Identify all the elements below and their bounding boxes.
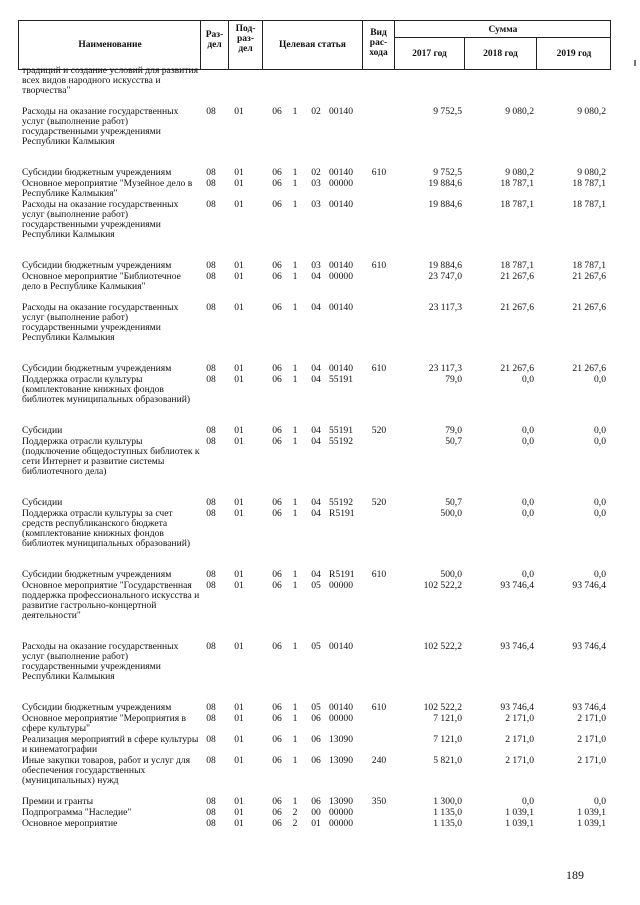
row-sum-2017: 102 522,2 xyxy=(423,702,462,713)
row-razdel: 08 xyxy=(206,497,216,508)
row-vid: 240 xyxy=(371,755,387,766)
row-target-c3: 04 xyxy=(311,508,321,519)
row-target-c4: 00000 xyxy=(329,807,353,818)
row-target-c1: 06 xyxy=(272,260,282,271)
row-name: Субсидии xyxy=(22,425,63,436)
row-sum-2017: 1 135,0 xyxy=(433,818,462,829)
row-sum-2019: 0,0 xyxy=(594,374,606,385)
row-podrazdel: 01 xyxy=(234,106,244,117)
row-target-c3: 06 xyxy=(311,713,321,724)
row-sum-2017: 79,0 xyxy=(445,425,462,436)
row-name: Премии и гранты xyxy=(22,796,94,807)
row-podrazdel: 01 xyxy=(234,713,244,724)
row-podrazdel: 01 xyxy=(234,497,244,508)
row-sum-2018: 18 787,1 xyxy=(500,199,534,210)
row-target-c4: 13090 xyxy=(329,796,353,807)
row-sum-2019: 2 171,0 xyxy=(577,755,606,766)
row-razdel: 08 xyxy=(206,580,216,591)
row-razdel: 08 xyxy=(206,807,216,818)
row-target-c1: 06 xyxy=(272,302,282,313)
row-target-c2: 1 xyxy=(292,580,298,591)
row-target-c3: 03 xyxy=(311,199,321,210)
row-sum-2018: 2 171,0 xyxy=(505,734,534,745)
row-target-c4: 00140 xyxy=(329,106,353,117)
row-podrazdel: 01 xyxy=(234,796,244,807)
row-sum-2018: 1 039,1 xyxy=(505,818,534,829)
row-sum-2019: 18 787,1 xyxy=(572,178,606,189)
row-sum-2018: 18 787,1 xyxy=(500,260,534,271)
row-sum-2017: 500,0 xyxy=(440,508,462,519)
row-target-c3: 04 xyxy=(311,436,321,447)
row-razdel: 08 xyxy=(206,755,216,766)
row-sum-2019: 9 080,2 xyxy=(577,167,606,178)
row-razdel: 08 xyxy=(206,374,216,385)
row-razdel: 08 xyxy=(206,425,216,436)
row-name: Субсидии бюджетным учреждениям xyxy=(22,363,172,374)
row-target-c2: 1 xyxy=(292,755,298,766)
row-target-c3: 06 xyxy=(311,755,321,766)
row-target-c2: 1 xyxy=(292,713,298,724)
row-sum-2017: 1 300,0 xyxy=(433,796,462,807)
row-target-c4: 00000 xyxy=(329,580,353,591)
row-vid: 610 xyxy=(371,260,387,271)
row-target-c1: 06 xyxy=(272,734,282,745)
row-name: Основное мероприятие xyxy=(22,818,118,829)
row-name: традиций и создание условий для развития всех видов народного искусства и творчества" xyxy=(22,65,199,96)
row-sum-2019: 21 267,6 xyxy=(572,363,606,374)
row-target-c2: 1 xyxy=(292,271,298,282)
row-target-c2: 1 xyxy=(292,702,298,713)
row-razdel: 08 xyxy=(206,106,216,117)
row-name: Иные закупки товаров, работ и услуг для обеспечения государственных (муниципальных) нужд xyxy=(22,755,191,786)
row-razdel: 08 xyxy=(206,260,216,271)
row-razdel: 08 xyxy=(206,363,216,374)
row-target-c1: 06 xyxy=(272,569,282,580)
row-target-c4: 00000 xyxy=(329,178,353,189)
row-target-c1: 06 xyxy=(272,363,282,374)
row-sum-2017: 102 522,2 xyxy=(423,641,462,652)
row-target-c2: 1 xyxy=(292,260,298,271)
row-sum-2018: 0,0 xyxy=(522,374,534,385)
row-target-c4: R5191 xyxy=(329,569,355,580)
row-target-c4: 00140 xyxy=(329,167,353,178)
row-razdel: 08 xyxy=(206,167,216,178)
row-sum-2018: 93 746,4 xyxy=(500,702,534,713)
header-vid: Вид рас- хода xyxy=(369,28,388,58)
row-vid: 610 xyxy=(371,569,387,580)
row-sum-2017: 23 117,3 xyxy=(428,302,462,313)
row-target-c4: 00000 xyxy=(329,713,353,724)
header-target: Целевая статья xyxy=(279,40,346,50)
row-target-c4: 55192 xyxy=(329,497,353,508)
row-sum-2018: 21 267,6 xyxy=(500,302,534,313)
row-sum-2019: 0,0 xyxy=(594,508,606,519)
row-sum-2017: 19 884,6 xyxy=(428,260,462,271)
row-podrazdel: 01 xyxy=(234,734,244,745)
row-target-c1: 06 xyxy=(272,755,282,766)
row-target-c3: 05 xyxy=(311,580,321,591)
row-razdel: 08 xyxy=(206,734,216,745)
row-podrazdel: 01 xyxy=(234,178,244,189)
row-sum-2017: 9 752,5 xyxy=(433,106,462,117)
row-target-c1: 06 xyxy=(272,497,282,508)
row-sum-2019: 93 746,4 xyxy=(572,702,606,713)
row-name: Субсидии бюджетным учреждениям xyxy=(22,167,172,178)
row-target-c1: 06 xyxy=(272,106,282,117)
row-razdel: 08 xyxy=(206,302,216,313)
row-podrazdel: 01 xyxy=(234,374,244,385)
row-razdel: 08 xyxy=(206,199,216,210)
row-podrazdel: 01 xyxy=(234,508,244,519)
row-razdel: 08 xyxy=(206,713,216,724)
row-target-c4: 00140 xyxy=(329,363,353,374)
row-razdel: 08 xyxy=(206,818,216,829)
row-razdel: 08 xyxy=(206,641,216,652)
row-sum-2018: 93 746,4 xyxy=(500,641,534,652)
row-sum-2018: 18 787,1 xyxy=(500,178,534,189)
row-sum-2018: 0,0 xyxy=(522,508,534,519)
row-sum-2017: 23 117,3 xyxy=(428,363,462,374)
row-target-c3: 04 xyxy=(311,302,321,313)
row-target-c3: 00 xyxy=(311,807,321,818)
row-target-c3: 02 xyxy=(311,167,321,178)
row-target-c3: 03 xyxy=(311,260,321,271)
header-razdel: Раз- дел xyxy=(205,30,224,50)
row-name: Основное мероприятие "Государственная поддержка профессионального искусства и развитие гастрольно-концертной деятельности" xyxy=(22,580,200,621)
row-sum-2017: 9 752,5 xyxy=(433,167,462,178)
row-sum-2018: 21 267,6 xyxy=(500,271,534,282)
row-sum-2019: 18 787,1 xyxy=(572,199,606,210)
row-sum-2018: 9 080,2 xyxy=(505,167,534,178)
row-sum-2018: 0,0 xyxy=(522,569,534,580)
row-name: Расходы на оказание государственных услуг (выполнение работ) государственными учреждениями Республики Калмыкия xyxy=(22,302,179,343)
row-sum-2019: 93 746,4 xyxy=(572,580,606,591)
row-target-c3: 05 xyxy=(311,702,321,713)
row-sum-2018: 21 267,6 xyxy=(500,363,534,374)
row-name: Субсидии бюджетным учреждениям xyxy=(22,702,172,713)
row-sum-2019: 2 171,0 xyxy=(577,734,606,745)
row-target-c4: 00140 xyxy=(329,260,353,271)
row-sum-2019: 0,0 xyxy=(594,796,606,807)
row-target-c2: 1 xyxy=(292,167,298,178)
row-sum-2017: 19 884,6 xyxy=(428,199,462,210)
row-sum-2019: 9 080,2 xyxy=(577,106,606,117)
row-target-c3: 05 xyxy=(311,641,321,652)
row-sum-2019: 0,0 xyxy=(594,436,606,447)
row-sum-2019: 1 039,1 xyxy=(577,807,606,818)
row-sum-2018: 0,0 xyxy=(522,796,534,807)
row-podrazdel: 01 xyxy=(234,363,244,374)
row-sum-2017: 23 747,0 xyxy=(428,271,462,282)
row-target-c4: 00140 xyxy=(329,641,353,652)
row-target-c3: 01 xyxy=(311,818,321,829)
row-target-c1: 06 xyxy=(272,178,282,189)
row-vid: 520 xyxy=(371,425,387,436)
row-target-c2: 1 xyxy=(292,508,298,519)
row-target-c3: 03 xyxy=(311,178,321,189)
row-razdel: 08 xyxy=(206,569,216,580)
row-name: Субсидии бюджетным учреждениям xyxy=(22,260,172,271)
row-sum-2018: 0,0 xyxy=(522,436,534,447)
row-name: Субсидии xyxy=(22,497,63,508)
row-target-c4: 00140 xyxy=(329,702,353,713)
row-target-c3: 04 xyxy=(311,374,321,385)
row-target-c1: 06 xyxy=(272,818,282,829)
row-sum-2018: 1 039,1 xyxy=(505,807,534,818)
row-name: Основное мероприятие "Музейное дело в Республике Калмыкия" xyxy=(22,178,193,199)
row-razdel: 08 xyxy=(206,178,216,189)
row-sum-2017: 1 135,0 xyxy=(433,807,462,818)
row-sum-2019: 18 787,1 xyxy=(572,260,606,271)
row-sum-2019: 0,0 xyxy=(594,497,606,508)
row-target-c2: 1 xyxy=(292,569,298,580)
row-podrazdel: 01 xyxy=(234,755,244,766)
row-target-c3: 04 xyxy=(311,271,321,282)
row-target-c3: 06 xyxy=(311,796,321,807)
row-target-c1: 06 xyxy=(272,199,282,210)
row-sum-2017: 5 821,0 xyxy=(433,755,462,766)
row-vid: 610 xyxy=(371,167,387,178)
row-sum-2017: 50,7 xyxy=(445,497,462,508)
row-target-c2: 2 xyxy=(292,818,298,829)
header-sum: Сумма xyxy=(488,25,518,35)
row-target-c1: 06 xyxy=(272,796,282,807)
row-sum-2017: 19 884,6 xyxy=(428,178,462,189)
row-name: Основное мероприятие "Мероприятия в сфере культуры" xyxy=(22,713,187,734)
row-vid: 610 xyxy=(371,702,387,713)
header-2019: 2019 год xyxy=(556,49,592,59)
row-razdel: 08 xyxy=(206,436,216,447)
row-target-c3: 06 xyxy=(311,734,321,745)
row-target-c3: 04 xyxy=(311,497,321,508)
row-podrazdel: 01 xyxy=(234,807,244,818)
row-target-c1: 06 xyxy=(272,702,282,713)
row-podrazdel: 01 xyxy=(234,302,244,313)
row-sum-2019: 21 267,6 xyxy=(572,271,606,282)
row-sum-2017: 7 121,0 xyxy=(433,713,462,724)
row-target-c2: 1 xyxy=(292,374,298,385)
row-podrazdel: 01 xyxy=(234,818,244,829)
row-target-c1: 06 xyxy=(272,271,282,282)
row-target-c2: 1 xyxy=(292,363,298,374)
row-sum-2018: 0,0 xyxy=(522,497,534,508)
row-target-c3: 04 xyxy=(311,425,321,436)
row-sum-2019: 0,0 xyxy=(594,425,606,436)
row-razdel: 08 xyxy=(206,508,216,519)
row-podrazdel: 01 xyxy=(234,199,244,210)
row-target-c4: 55191 xyxy=(329,425,353,436)
row-target-c3: 04 xyxy=(311,363,321,374)
row-sum-2018: 2 171,0 xyxy=(505,713,534,724)
header-2017: 2017 год xyxy=(412,49,447,59)
row-name: Расходы на оказание государственных услуг (выполнение работ) государственными учреждениями Республики Калмыкия xyxy=(22,199,179,240)
row-target-c1: 06 xyxy=(272,580,282,591)
row-sum-2019: 21 267,6 xyxy=(572,302,606,313)
row-target-c2: 1 xyxy=(292,425,298,436)
row-name: Поддержка отрасли культуры за счет средств республиканского бюджета (комплектование книжных фондов библиотек муниципальных образований) xyxy=(22,508,191,549)
row-razdel: 08 xyxy=(206,796,216,807)
row-target-c1: 06 xyxy=(272,508,282,519)
row-sum-2019: 1 039,1 xyxy=(577,818,606,829)
row-razdel: 08 xyxy=(206,702,216,713)
row-target-c2: 1 xyxy=(292,178,298,189)
row-target-c4: 00140 xyxy=(329,199,353,210)
row-name: Поддержка отрасли культуры (подключение общедоступных библиотек к сети Интернет и развитие системы библиотечного дела) xyxy=(22,436,200,477)
row-target-c1: 06 xyxy=(272,713,282,724)
row-sum-2018: 0,0 xyxy=(522,425,534,436)
row-target-c2: 2 xyxy=(292,807,298,818)
row-target-c4: 00000 xyxy=(329,818,353,829)
row-target-c2: 1 xyxy=(292,641,298,652)
row-podrazdel: 01 xyxy=(234,569,244,580)
row-razdel: 08 xyxy=(206,271,216,282)
row-vid: 610 xyxy=(371,363,387,374)
row-podrazdel: 01 xyxy=(234,271,244,282)
row-target-c4: 55192 xyxy=(329,436,353,447)
row-name: Расходы на оказание государственных услуг (выполнение работ) государственными учреждениями Республики Калмыкия xyxy=(22,641,179,682)
row-sum-2019: 2 171,0 xyxy=(577,713,606,724)
row-target-c2: 1 xyxy=(292,497,298,508)
row-target-c4: 13090 xyxy=(329,755,353,766)
row-vid: 520 xyxy=(371,497,387,508)
row-sum-2017: 500,0 xyxy=(440,569,462,580)
row-podrazdel: 01 xyxy=(234,436,244,447)
row-target-c1: 06 xyxy=(272,641,282,652)
row-name: Основное мероприятие "Библиотечное дело в Республике Калмыкия" xyxy=(22,271,181,292)
page-number: 189 xyxy=(566,868,584,882)
row-target-c2: 1 xyxy=(292,436,298,447)
row-sum-2019: 0,0 xyxy=(594,569,606,580)
row-target-c4: 55191 xyxy=(329,374,353,385)
row-podrazdel: 01 xyxy=(234,167,244,178)
row-vid: 350 xyxy=(371,796,387,807)
row-sum-2017: 102 522,2 xyxy=(423,580,462,591)
row-sum-2018: 93 746,4 xyxy=(500,580,534,591)
row-name: Расходы на оказание государственных услуг (выполнение работ) государственными учреждениями Республики Калмыкия xyxy=(22,106,179,147)
row-target-c4: 13090 xyxy=(329,734,353,745)
row-name: Реализация мероприятий в сфере культуры и кинематографии xyxy=(22,734,199,755)
row-name: Подпрограмма "Наследие" xyxy=(22,807,132,818)
row-target-c1: 06 xyxy=(272,807,282,818)
header-podrazdel: Под- раз- дел xyxy=(235,24,256,54)
row-name: Субсидии бюджетным учреждениям xyxy=(22,569,172,580)
row-sum-2017: 7 121,0 xyxy=(433,734,462,745)
row-target-c4: R5191 xyxy=(329,508,355,519)
row-target-c1: 06 xyxy=(272,374,282,385)
header-2018: 2018 год xyxy=(483,49,518,59)
row-target-c2: 1 xyxy=(292,734,298,745)
row-podrazdel: 01 xyxy=(234,425,244,436)
row-target-c2: 1 xyxy=(292,796,298,807)
row-target-c1: 06 xyxy=(272,425,282,436)
row-sum-2018: 9 080,2 xyxy=(505,106,534,117)
row-target-c1: 06 xyxy=(272,167,282,178)
row-podrazdel: 01 xyxy=(234,641,244,652)
row-podrazdel: 01 xyxy=(234,580,244,591)
row-sum-2018: 2 171,0 xyxy=(505,755,534,766)
row-target-c4: 00140 xyxy=(329,302,353,313)
row-target-c1: 06 xyxy=(272,436,282,447)
row-name: Поддержка отрасли культуры (комплектование книжных фондов библиотек муниципальных образований) xyxy=(22,374,191,405)
row-target-c3: 02 xyxy=(311,106,321,117)
row-podrazdel: 01 xyxy=(234,260,244,271)
row-target-c3: 04 xyxy=(311,569,321,580)
row-podrazdel: 01 xyxy=(234,702,244,713)
row-sum-2017: 50,7 xyxy=(445,436,462,447)
scan-edge-mark xyxy=(634,60,636,66)
row-target-c2: 1 xyxy=(292,106,298,117)
row-target-c4: 00000 xyxy=(329,271,353,282)
row-target-c2: 1 xyxy=(292,302,298,313)
row-sum-2019: 93 746,4 xyxy=(572,641,606,652)
header-name: Наименование xyxy=(78,40,142,50)
row-target-c2: 1 xyxy=(292,199,298,210)
row-sum-2017: 79,0 xyxy=(445,374,462,385)
